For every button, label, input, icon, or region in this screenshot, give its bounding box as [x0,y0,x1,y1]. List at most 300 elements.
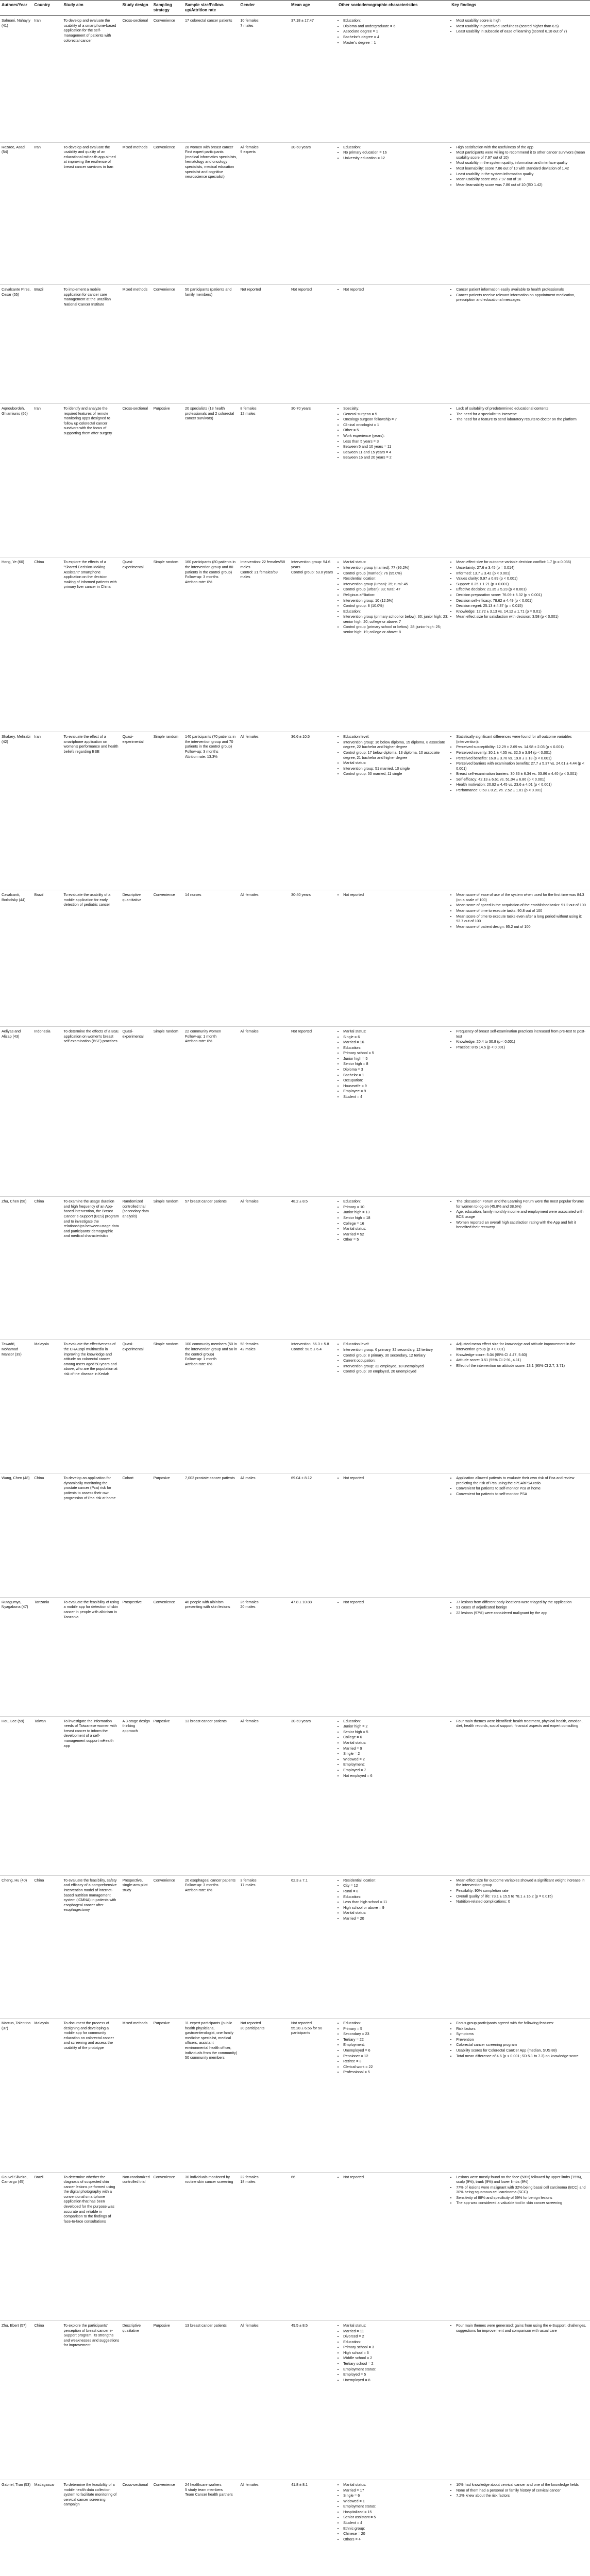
cell-study-aim [62,2019,121,2172]
cell-text: To implement a mobile application for cancer care management at the Brazilian National Cancer Institute [63,287,111,307]
cell-sociodemographic [337,890,450,1027]
cell-text: Hong, Ye (60) [2,560,24,565]
cell-text: Aqnoubordeh, Ghiamiunis (56) [2,406,28,416]
bullet-list [451,145,588,188]
list-item: • Most usability in the system quality, information and interface quality [456,160,588,165]
cell-text: China [34,1199,44,1204]
list-item: • Primary = 10 [343,1205,448,1210]
cell-text: 30-60 years [291,144,311,149]
list-item: • Tertiary school = 2 [343,2361,448,2366]
list-item: • Employment status: [343,2504,448,2509]
cell-text: To determine the feasibility of a mobile health data collection system to facilitate monitoring of cervical cancer screening campaign [63,2482,117,2507]
cell-text: Cohort [122,1476,134,1481]
cell-mean-age [290,557,337,732]
list-item: • Most learnability: score 7.86 out of 10 with standard deviation of 1.42 [456,166,588,171]
cell-sample-size [183,142,239,284]
list-item: • Between 5 and 10 years = 11 [343,444,448,449]
bullet-list [339,287,448,292]
cell-text: Descriptive qualitative [122,2323,141,2333]
cell-text: China [34,2323,44,2328]
list-item: • Intervention group: 51 married, 10 single [343,766,448,771]
cell-sampling [152,1197,183,1340]
cell-text: Follow-up: 3 months [185,749,218,754]
cell-gender [239,2480,290,2576]
cell-mean-age [290,404,337,557]
cell-text: To evaluate the feasibility of using a mobile app for detection of skin cancer in people with albinism in Tanzania [63,1599,119,1619]
cell-mean-age [290,1197,337,1340]
list-item: • Primary school = 3 [343,2345,448,2350]
cell-country [33,1597,62,1716]
cell-text: Rezaee, Asadi (54) [2,144,26,155]
cell-mean-age [290,890,337,1027]
cell-authors [0,285,33,404]
list-item: • Married = 9 [343,1746,448,1751]
cell-study-design [121,1197,151,1340]
list-item: • Least usability in subscale of ease of learning (scored 6.18 out of 7) [456,29,588,34]
cell-authors [0,2019,33,2172]
cell-study-aim [62,1340,121,1473]
cell-text: Malaysia [34,1342,49,1347]
list-item: • Self-efficacy: 42.13 ± 6.61 vs. 51.04 ± 6.86 (p < 0.001) [456,777,588,782]
cell-text: Not reported [291,2021,312,2026]
cell-sociodemographic [337,1340,450,1473]
cell-study-aim [62,1597,121,1716]
list-item: • Perceived benefits: 16.8 ± 3.76 vs. 19.8 ± 3.13 (p < 0.001) [456,756,588,761]
list-item: • Mean score of time to execute tasks even after a long period without using it: 93.7 out of 100 [456,914,588,924]
cell-text: 160 participants (80 patients in the intervention group and 80 patients in the control group) [185,560,235,574]
cell-study-aim [62,1473,121,1598]
list-item: • Education: [343,18,448,23]
cell-sociodemographic [337,2172,450,2320]
cell-text: To evaluate the effect of a smartphone application on women's performance and health beliefs regarding BSE [63,734,119,754]
cell-text: Purposive [153,2021,170,2026]
cell-text: Mixed methods [122,287,148,292]
cell-authors [0,404,33,557]
header-key-findings: Key findings [450,1,590,16]
cell-sample-size [183,2320,239,2480]
list-item: • No primary education = 16 [343,150,448,155]
cell-text: Cross-sectional [122,18,148,23]
cell-study-aim [62,1027,121,1197]
cell-study-design [121,2172,151,2320]
cell-sample-size [183,1340,239,1473]
cell-text: All females [240,734,259,739]
cell-text: Quasi-experimental [122,734,144,744]
cell-text: Tawadri, Mohamad Mansor (39) [2,1342,22,1357]
cell-text: 22 females [240,2174,259,2179]
cell-key-findings [450,16,590,143]
cell-text: Convenience [153,892,175,897]
bullet-list [451,2482,588,2498]
list-item: • Tertiary = 22 [343,2037,448,2042]
cell-text: 22 community women [185,1029,221,1033]
cell-gender [239,1716,290,1875]
list-item: • Education: [343,145,448,150]
bullet-list [451,1029,588,1049]
cell-sampling [152,1473,183,1598]
cell-sociodemographic [337,1716,450,1875]
cell-study-design [121,1597,151,1716]
cell-sampling [152,1027,183,1197]
cell-text: Mixed methods [122,2021,148,2026]
header-gender: Gender [239,1,290,16]
cell-authors [0,1716,33,1875]
cell-text: 62.3 ± 7.1 [291,1877,308,1883]
cell-key-findings [450,732,590,890]
cell-text: 30 participants [240,2025,265,2030]
list-item: • College = 6 [343,1735,448,1740]
list-item: • None of them had a personal or family history of cervical cancer [456,2488,588,2493]
bullet-list [339,560,448,634]
list-item: • Specialty: [343,406,448,411]
cell-text: Quasi-experimental [122,1342,144,1352]
cell-text: 48.2 ± 8.5 [291,1199,308,1204]
cell-text: Iran [34,144,41,149]
list-item: • Primary = 5 [343,2026,448,2031]
cell-country [33,1716,62,1875]
list-item: • Clerical work = 22 [343,2064,448,2070]
list-item: • Total mean difference of 4.6 (p < 0.001; SD 5.1 to 7.3) on knowledge score [456,2054,588,2059]
cell-text: Zhu, Chen (58) [2,1199,27,1204]
cell-text: 13 breast cancer patients [185,1718,227,1723]
bullet-list [451,2323,588,2333]
list-item: • Senior high = 5 [343,1730,448,1735]
cell-sample-size [183,404,239,557]
list-item: • Lack of suitability of predetermined educational contents [456,406,588,411]
list-item: • Decision regret: 25.13 ± 4.37 (p = 0.015) [456,603,588,608]
cell-mean-age [290,732,337,890]
cell-text: Quasi-experimental [122,560,144,570]
list-item: • Not reported [343,2175,448,2180]
list-item: • Values clarity: 0.97 ± 0.89 (p < 0.001) [456,576,588,581]
cell-sociodemographic [337,142,450,284]
table-row [0,732,590,890]
cell-text: Cross-sectional [122,406,148,411]
cell-gender [239,2320,290,2480]
cell-text: 42 males [240,1347,256,1352]
list-item: • Education: [343,1045,448,1050]
cell-text: Iran [34,18,41,23]
list-item: • Less than 5 years = 3 [343,439,448,444]
cell-gender [239,142,290,284]
cell-text: All females [240,892,259,897]
bullet-list [339,2482,448,2541]
cell-text: 13 breast cancer patients [185,2323,227,2328]
cell-text: All females [240,2482,259,2487]
cell-text: Shakery, Mehrabi (42) [2,734,30,744]
cell-text: Simple random [153,734,179,739]
list-item: • Four main themes were identified: health treatment, physical health, emotion, diet, health records, social support, financial aspects and expert consulting [456,1719,588,1728]
list-item: • 7.2% knew about the risk factors [456,2493,588,2498]
list-item: • Knowledge score: 5.04 (95% CI 4.47, 5.60) [456,1352,588,1358]
cell-study-design [121,1340,151,1473]
list-item: • Breast self-examination barriers: 30.36 ± 6.34 vs. 33.86 ± 4.40 (p < 0.001) [456,771,588,776]
cell-key-findings [450,285,590,404]
cell-gender [239,732,290,890]
cell-text: All males [240,1476,256,1481]
cell-sampling [152,285,183,404]
cell-text: 17 males [240,1883,256,1888]
list-item: • Perceived severity: 30.1 ± 4.55 vs. 32.5 ± 3.94 (p < 0.001) [456,750,588,755]
cell-text: China [34,560,44,565]
cell-text: Brazil [34,2174,44,2179]
list-item: • Between 11 and 15 years = 4 [343,450,448,455]
cell-text: Indonesia [34,1029,50,1033]
list-item: • Education: [343,2340,448,2345]
list-item: • Marital status: [343,1226,448,1231]
cell-country [33,2480,62,2576]
table-row [0,1197,590,1340]
table-row [0,16,590,143]
list-item: • Not reported [343,1600,448,1605]
list-item: • Residential location: [343,576,448,581]
cell-study-aim [62,142,121,284]
cell-country [33,1875,62,2018]
table-row [0,1340,590,1473]
list-item: • Risk factors [456,2026,588,2031]
cell-text: To investigate the information needs of Taiwanese women with breast cancer to inform the development of a self-management support mHealth app [63,1718,117,1748]
cell-text: 3 females [240,1877,257,1883]
list-item: • Senior high = 8 [343,1061,448,1066]
list-item: • Married = 11 [343,2329,448,2334]
list-item: • 22 lesions (97%) were considered malignant by the app [456,1611,588,1616]
list-item: • Marital status: [343,1029,448,1034]
list-item: • Professional = 5 [343,2070,448,2075]
cell-text: 24 healthcare workers [185,2482,222,2487]
list-item: • Mean effect size for outcome variables showed a significant weight increase in the intervention group [456,1878,588,1888]
cell-text: 10 females [240,18,259,23]
cell-gender [239,1875,290,2018]
cell-text: Control: 21 females/59 males [240,569,278,580]
list-item: • The app was considered a valuable tool in skin cancer screening [456,2200,588,2206]
cell-authors [0,2320,33,2480]
table-row [0,1875,590,2018]
cell-mean-age [290,2480,337,2576]
cell-text: 57 breast cancer patients [185,1199,227,1204]
bullet-list [339,1719,448,1778]
list-item: • Student = 4 [343,2520,448,2526]
cell-text: Cheng, Hu (40) [2,1877,27,1883]
table-row [0,2320,590,2480]
cell-text: To develop and evaluate the usability of a smartphone-based application for the self-management of patients with colorectal cancer [63,18,116,43]
list-item: • Not reported [343,287,448,292]
cell-mean-age [290,1473,337,1598]
list-item: • Employment: [343,2042,448,2047]
cell-gender [239,16,290,143]
cell-text: To evaluate the usability of a mobile application for early detection of pediatric cancer [63,892,111,907]
list-item: • Adjusted mean effect size for knowledge and attitude improvement in the intervention group (p < 0.001) [456,1342,588,1351]
cell-country [33,2320,62,2480]
list-item: • Statistically significant differences were found for all outcome variables (intervention): [456,734,588,744]
cell-authors [0,890,33,1027]
list-item: • Hospitalized = 15 [343,2510,448,2515]
list-item: • Between 16 and 20 years = 2 [343,455,448,460]
table-row [0,404,590,557]
list-item: • Other = 5 [343,1237,448,1242]
cell-text: Aeliyas and Alizap (43) [2,1029,21,1039]
cell-sampling [152,1597,183,1716]
cell-sample-size [183,557,239,732]
cell-study-design [121,1473,151,1598]
bullet-list [339,2323,448,2382]
cell-text: Hou, Lee (59) [2,1718,24,1723]
cell-sociodemographic [337,1597,450,1716]
list-item: • Mean effect size for satisfaction with decision: 3.58 (p < 0.001) [456,614,588,619]
list-item: • Cancer patient information easily available to health professionals [456,287,588,292]
list-item: • Mean score of patient design: 95.2 out of 100 [456,924,588,929]
list-item: • Nutrition-related complications: 0 [456,1899,588,1904]
cell-key-findings [450,1597,590,1716]
cell-text: 11 expert participants (public health physicians, gastroenterologist, one family medicine specialist, medical officers, assistant environmental health officer, individuals from the community) [185,2021,238,2055]
list-item: • The Discussion Forum and the Learning Forum were the most popular forums for women to log on (45.8% and 38.6%) [456,1199,588,1209]
list-item: • Ethnic group: [343,2526,448,2531]
cell-text: Convenience [153,1877,175,1883]
list-item: • Uncertainty: 27.6 ± 3.45 (p = 0.014) [456,565,588,570]
list-item: • Knowledge: 12.72 ± 3.13 vs. 14.12 ± 1.71 (p = 0.01) [456,609,588,614]
list-item: • Control group: 17 below diploma, 13 diploma, 10 associate degree, 21 bachelor and higher degree [343,750,448,760]
cell-text: To explore the effects of a "Shared Decision-Making Assistant" smartphone application on the decision making of informed patients with primary liver cancer in China [63,560,117,589]
cell-mean-age [290,1875,337,2018]
list-item: • Age, education, family monthly income and employment were associated with BCS usage [456,1209,588,1219]
cell-text: 46 people with albinism presenting with skin lesions [185,1599,230,1609]
cell-text: Attrition rate: 0% [185,579,213,584]
table-row [0,890,590,1027]
list-item: • Intervention group (primary school or below): 30; junior high: 23; senior high: 20; college or above: 7 [343,614,448,624]
list-item: • Chinese = 20 [343,2531,448,2536]
list-item: • Middle school = 2 [343,2355,448,2361]
list-item: • Clinical oncologist = 1 [343,422,448,428]
cell-mean-age [290,2019,337,2172]
cell-text: Control group: 53.0 years [291,569,333,574]
cell-gender [239,2172,290,2320]
cell-text: 50 participants (patients and family members) [185,287,232,297]
cell-sociodemographic [337,557,450,732]
cell-text: Non-randomized controlled trial [122,2174,150,2184]
cell-text: Convenience [153,1599,175,1604]
cell-text: 55.28 ± 6.56 for 50 participants [291,2025,323,2036]
cell-text: 18 males [240,2179,256,2184]
list-item: • Married = 16 [343,1040,448,1045]
list-item: • 77 lesions from different body locations were triaged by the application [456,1600,588,1605]
list-item: • Mean score of ease of use of the system when used for the first time was 84.3 (on a scale of 100) [456,892,588,902]
list-item: • Residential location: [343,1878,448,1883]
bullet-list [339,1600,448,1605]
cell-country [33,142,62,284]
cell-gender [239,890,290,1027]
list-item: • Control group (married): 76 (95.0%) [343,571,448,576]
cell-gender [239,1597,290,1716]
list-item: • Attitude score: 3.51 (95% CI 2.91, 4.11) [456,1358,588,1363]
bullet-list [451,1719,588,1728]
list-item: • Current occupation: [343,1358,448,1363]
list-item: • Control group: 30 employed, 20 unemployed [343,1369,448,1374]
cell-text: Not reported [240,2021,261,2026]
cell-country [33,404,62,557]
cell-text: 69.04 ± 8.12 [291,1476,312,1481]
cell-sample-size [183,2480,239,2576]
cell-study-design [121,890,151,1027]
cell-study-design [121,16,151,143]
table-row [0,557,590,732]
list-item: • Mean learnability score was 7.86 out of 10 (SD 1.42) [456,182,588,188]
list-item: • Unemployed = 8 [343,2378,448,2383]
list-item: • Others = 4 [343,2537,448,2542]
list-item: • Employment: [343,1762,448,1767]
list-item: • Prevention [456,2037,588,2042]
cell-text: Intervention group: 54.6 years [291,560,330,570]
cell-study-aim [62,1875,121,2018]
cell-text: 5 study team members [185,2487,223,2492]
list-item: • Cancer patients receive relevant information on appointment medication, prescription and educational messages [456,293,588,302]
cell-authors [0,2172,33,2320]
cell-text: Follow-up: 1 month [185,1357,217,1362]
cell-sampling [152,16,183,143]
cell-text: 26 females [240,1599,259,1604]
table-row [0,1597,590,1716]
cell-text: 66 [291,2174,296,2179]
list-item: • Overall quality of life: 73.1 ± 15.5 to 78.1 ± 16.2 (p = 0.015) [456,1894,588,1899]
cell-sociodemographic [337,1875,450,2018]
cell-text: To determine whether the diagnosis of suspected skin cancer lesions performed using the digital photography with a conventional smartphone application that has been developed for the purpose was accurate and reliable in comparison to the findings of face-to-face consultations [63,2174,115,2224]
list-item: • Married = 20 [343,1916,448,1921]
list-item: • High school = 6 [343,2350,448,2355]
cell-sociodemographic [337,285,450,404]
cell-key-findings [450,1197,590,1340]
cell-country [33,2172,62,2320]
list-item: • General surgeon = 5 [343,412,448,417]
list-item: • Effective decision: 21.35 ± 5.23 (p < 0.001) [456,587,588,592]
header-authors: Authors/Year [0,1,33,16]
bullet-list [339,892,448,897]
cell-text: Purposive [153,1718,170,1723]
cell-text: Purposive [153,406,170,411]
bullet-list [451,1878,588,1904]
list-item: • Widowed = 2 [343,1757,448,1762]
cell-text: Convenience [153,144,175,149]
list-item: • Focus group participants agreed with the following features: [456,2021,588,2026]
cell-sampling [152,890,183,1027]
table-row [0,1716,590,1875]
cell-sampling [152,142,183,284]
list-item: • Decision preparation score: 76.09 ± 5.32 (p < 0.001) [456,592,588,598]
cell-text: 100 community members (50 in the intervention group and 50 in the control group) [185,1342,238,1357]
cell-sample-size [183,1197,239,1340]
cell-country [33,2019,62,2172]
cell-text: Prospective [122,1599,142,1604]
cell-sociodemographic [337,2019,450,2172]
cell-text: Convenience [153,18,175,23]
cell-sociodemographic [337,2320,450,2480]
list-item: • Frequency of breast self-examination practices increased from pre-test to post-test [456,1029,588,1039]
cell-sociodemographic [337,2480,450,2576]
cell-key-findings [450,1716,590,1875]
cell-country [33,1027,62,1197]
list-item: • Perceived susceptibility: 12.29 ± 2.69 vs. 14.98 ± 2.03 (p < 0.001) [456,744,588,750]
header-mean-age: Mean age [290,1,337,16]
cell-text: Convenience [153,287,175,292]
cell-text: Not reported [240,287,261,292]
list-item: • Mean usability score was 7.97 out of 10 [456,177,588,182]
cell-study-aim [62,557,121,732]
cell-sample-size [183,16,239,143]
cell-text: Simple random [153,560,179,565]
cell-study-aim [62,2480,121,2576]
cell-authors [0,2480,33,2576]
list-item: • The need for a feature to send laboratory results to doctor on the platform [456,417,588,422]
list-item: • Marital status: [343,1740,448,1745]
cell-text: Follow-up: 1 month [185,1033,217,1039]
cell-text: Attrition rate: 13.3% [185,754,218,759]
